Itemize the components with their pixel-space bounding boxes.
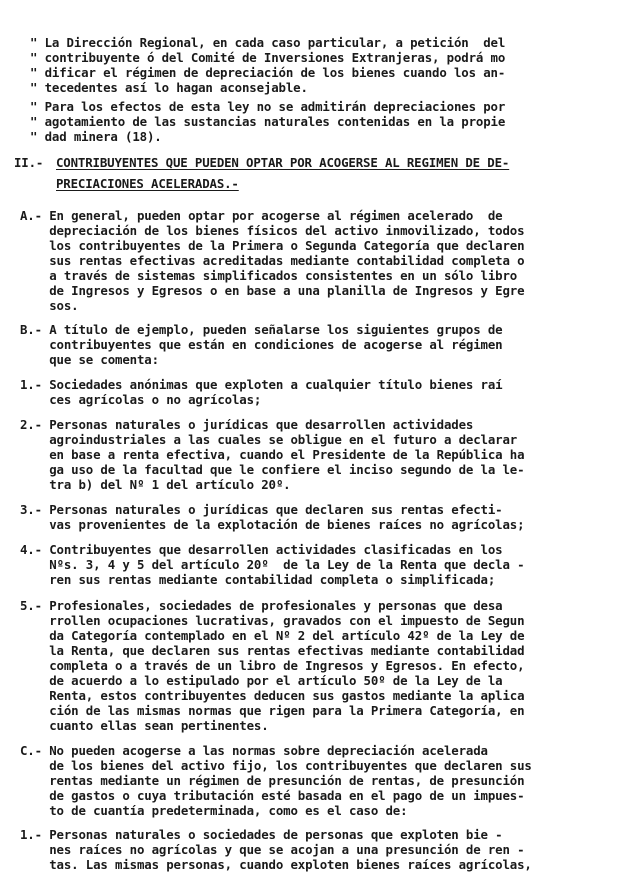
- item-b1-line-1: 1.- Sociedades anónimas que exploten a cualquier título bienes raí: [20, 377, 503, 392]
- item-b5-line-5: completa o a través de un libro de Ingresos y Egresos. En efecto,: [20, 658, 525, 673]
- item-b5-line-9: cuanto ellas sean pertinentes.: [20, 718, 269, 733]
- item-c1-line-2: nes raíces no agrícolas y que se acojan a una presunción de ren -: [20, 842, 525, 857]
- quote-p1-line-1: " La Dirección Regional, en cada caso particular, a petición del: [30, 35, 506, 50]
- item-b5-line-4: la Renta, que declaren sus rentas efectivas mediante contabilidad: [20, 643, 525, 658]
- para-c-line-5: to de cuantía predeterminada, como es el caso de:: [20, 803, 408, 818]
- item-b4-line-2: Nºs. 3, 4 y 5 del artículo 20º de la Ley de la Renta que decla -: [20, 557, 525, 572]
- para-c-line-2: de los bienes del activo fijo, los contribuyentes que declaren sus: [20, 758, 532, 773]
- para-b-line-3: que se comenta:: [20, 352, 159, 367]
- item-b5-line-7: Renta, estos contribuyentes deducen sus gastos mediante la aplica: [20, 688, 525, 703]
- section-title-line-1: CONTRIBUYENTES QUE PUEDEN OPTAR POR ACOGERSE AL REGIMEN DE DE-: [56, 155, 510, 170]
- item-b1-line-2: ces agrícolas o no agrícolas;: [20, 392, 262, 407]
- item-b2-line-5: tra b) del Nº 1 del artículo 20º.: [20, 477, 291, 492]
- item-c1-line-1: 1.- Personas naturales o sociedades de personas que exploten bie -: [20, 827, 503, 842]
- item-b4-line-1: 4.- Contribuyentes que desarrollen actividades clasificadas en los: [20, 542, 503, 557]
- para-b-line-2: contribuyentes que están en condiciones de acogerse al régimen: [20, 337, 503, 352]
- item-b4-line-3: ren sus rentas mediante contabilidad completa o simplificada;: [20, 572, 496, 587]
- quote-p2-line-2: " agotamiento de las sustancias naturales contenidas en la propie: [30, 114, 506, 129]
- item-b3-line-2: vas provenientes de la explotación de bienes raíces no agrícolas;: [20, 517, 525, 532]
- item-c1-line-3: tas. Las mismas personas, cuando exploten bienes raíces agrícolas,: [20, 857, 532, 872]
- item-b2-line-3: en base a renta efectiva, cuando el Presidente de la República ha: [20, 447, 525, 462]
- para-c-line-4: de gastos o cuya tributación esté basada en el pago de un impues-: [20, 788, 525, 803]
- item-b3-line-1: 3.- Personas naturales o jurídicas que declaren sus rentas efecti-: [20, 502, 503, 517]
- para-a-line-2: depreciación de los bienes físicos del activo inmovilizado, todos: [20, 223, 525, 238]
- quote-p2-line-3: " dad minera (18).: [30, 129, 162, 144]
- para-a-line-1: A.- En general, pueden optar por acogerse al régimen acelerado de: [20, 208, 503, 223]
- quote-p1-line-3: " dificar el régimen de depreciación de los bienes cuando los an-: [30, 65, 506, 80]
- item-b2-line-1: 2.- Personas naturales o jurídicas que desarrollen actividades: [20, 417, 474, 432]
- para-a-line-5: a través de sistemas simplificados consistentes en un sólo libro: [20, 268, 518, 283]
- para-a-line-3: los contribuyentes de la Primera o Segunda Categoría que declaren: [20, 238, 525, 253]
- item-b5-line-8: ción de las mismas normas que rigen para la Primera Categoría, en: [20, 703, 525, 718]
- item-b2-line-4: ga uso de la facultad que le confiere el inciso segundo de la le-: [20, 462, 525, 477]
- quote-p1-line-2: " contribuyente ó del Comité de Inversiones Extranjeras, podrá mo: [30, 50, 506, 65]
- para-c-line-3: rentas mediante un régimen de presunción de rentas, de presunción: [20, 773, 525, 788]
- para-a-line-7: sos.: [20, 298, 79, 313]
- item-b5-line-2: rrollen ocupaciones lucrativas, gravados con el impuesto de Segun: [20, 613, 525, 628]
- para-c-line-1: C.- No pueden acogerse a las normas sobre depreciación acelerada: [20, 743, 488, 758]
- section-title-line-2: PRECIACIONES ACELERADAS.-: [56, 176, 239, 191]
- item-b2-line-2: agroindustriales a las cuales se obligue en el futuro a declarar: [20, 432, 518, 447]
- item-b5-line-3: da Categoría contemplado en el Nº 2 del artículo 42º de la Ley de: [20, 628, 525, 643]
- item-b5-line-1: 5.- Profesionales, sociedades de profesionales y personas que desa: [20, 598, 503, 613]
- para-b-line-1: B.- A título de ejemplo, pueden señalarse los siguientes grupos de: [20, 322, 503, 337]
- section-number: II.-: [14, 155, 44, 170]
- quote-p2-line-1: " Para los efectos de esta ley no se admitirán depreciaciones por: [30, 99, 506, 114]
- para-a-line-4: sus rentas efectivas acreditadas mediante contabilidad completa o: [20, 253, 525, 268]
- item-b5-line-6: de acuerdo a lo estipulado por el artículo 50º de la Ley de la: [20, 673, 503, 688]
- para-a-line-6: de Ingresos y Egresos o en base a una planilla de Ingresos y Egre: [20, 283, 525, 298]
- quote-p1-line-4: " tecedentes así lo hagan aconsejable.: [30, 80, 308, 95]
